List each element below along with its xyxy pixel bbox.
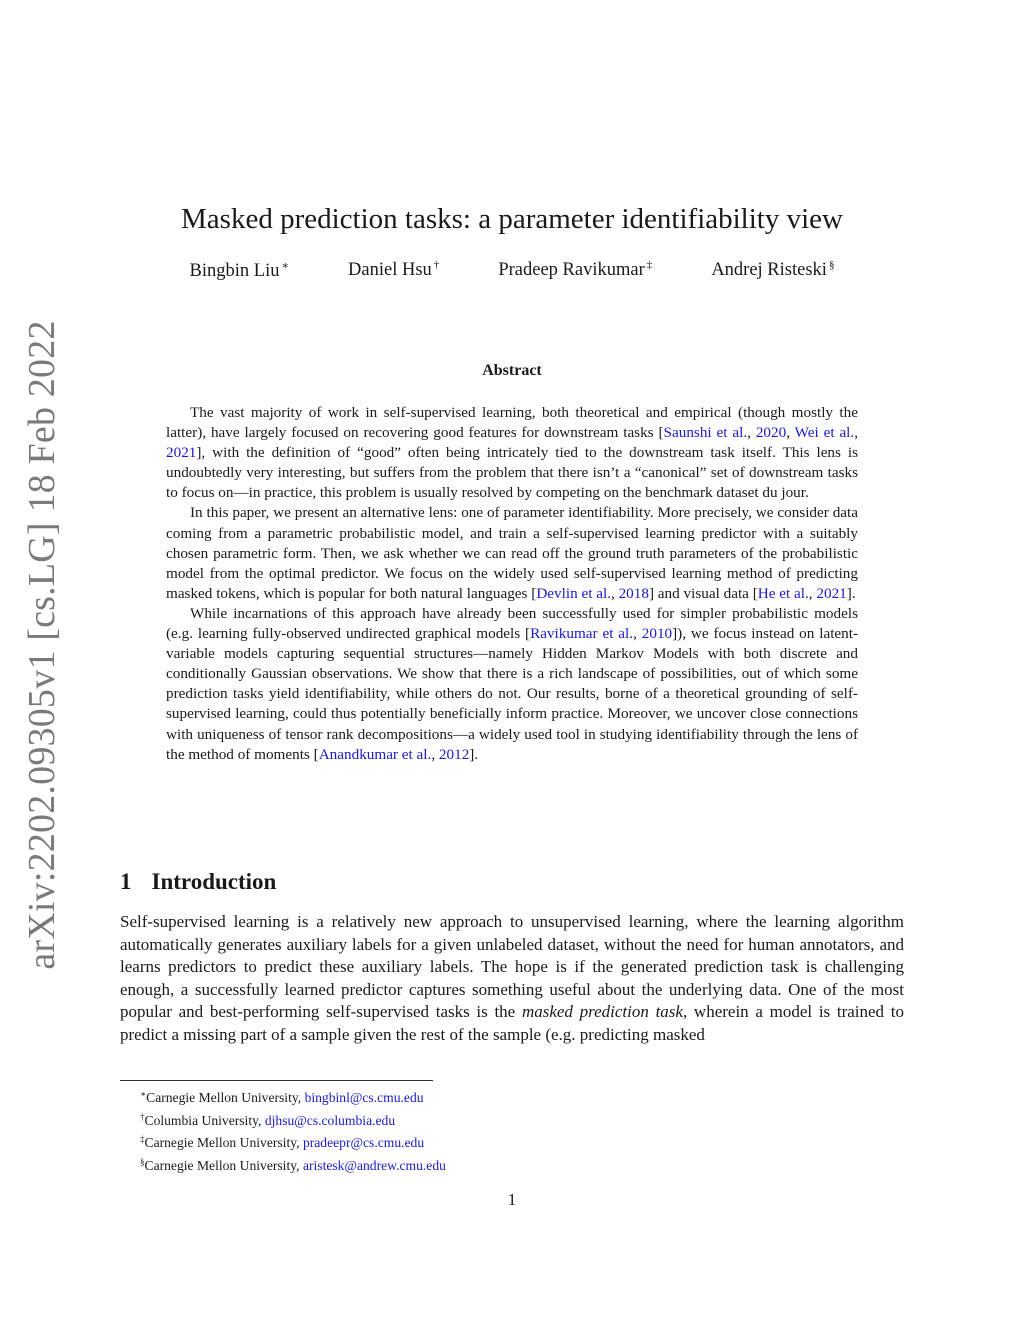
citation-link[interactable]: He et al. (757, 584, 809, 602)
abstract-paragraph: In this paper, we present an alternative lens: one of parameter identifiability. More precisely, we consider data coming from a parametric probabilistic model, and train a self-supervised learning predictor with a suitably chosen parametric form. Then, we ask whether we can read off the ground truth parameters of the probabilistic model from the optimal predictor. We focus on the widely used self-supervised learning method of predicting masked tokens, which is popular for both natural languages [Devlin et al., 2018] and visual data [He et al., 2021]. (166, 504, 858, 602)
citation-link[interactable]: Devlin et al. (536, 584, 611, 602)
citation-link[interactable]: Wei et al. (794, 424, 855, 442)
citation-link[interactable]: 2012 (438, 745, 470, 763)
author: Pradeep Ravikumar ‡ (498, 259, 653, 280)
footnote-marker[interactable]: § (828, 259, 835, 271)
section-title: Introduction (151, 869, 277, 895)
citation-link[interactable]: 2021 (166, 444, 197, 462)
footnotes (140, 1085, 446, 1175)
author-list (160, 259, 864, 282)
abstract-paragraph: The vast majority of work in self-supervised learning, both theoretical and empirical (though mostly the latter), have largely focused on recovering good features for downstream tasks [Saunshi et al., 2020, Wei et al., 2021], with the definition of “good” often being intricately tied to the downstream task itself. This lens is undoubtedly very interesting, but suffers from the problem that there isn’t a “canonical” set of downstream tasks to focus on—in practice, this problem is usually resolved by competing on the benchmark dataset du jour. (166, 404, 858, 502)
citation-link[interactable]: 2020 (755, 424, 787, 442)
footnote-marker[interactable]: ∗ (281, 260, 289, 272)
author: Bingbin Liu ∗ (189, 260, 289, 281)
citation-link[interactable]: Saunshi et al. (663, 424, 748, 442)
abstract-heading: Abstract (482, 362, 542, 379)
author: Daniel Hsu † (348, 259, 440, 280)
emphasized-term: masked prediction task (521, 1002, 683, 1022)
paper-title: Masked prediction tasks: a parameter identifiability view (181, 203, 843, 236)
section-number: 1 (120, 869, 132, 895)
footnote-divider (120, 1080, 433, 1081)
citation-link[interactable]: 2010 (641, 625, 673, 643)
citation-link[interactable]: Ravikumar et al. (530, 625, 634, 643)
footnote: ∗Carnegie Mellon University, bingbinl@cs.cmu.edu (140, 1089, 424, 1105)
footnote: §Carnegie Mellon University, aristesk@andrew.cmu.edu (140, 1156, 446, 1173)
email-link[interactable]: aristesk@andrew.cmu.edu (302, 1157, 446, 1173)
section-heading-introduction (120, 869, 276, 895)
arxiv-identifier-stamp: arXiv:2202.09305v1 [cs.LG] 18 Feb 2022 (21, 320, 63, 970)
abstract-body (166, 403, 858, 765)
body-paragraph: Self-supervised learning is a relatively new approach to unsupervised learning, where the learning algorithm automatically generates auxiliary labels for a given unlabeled dataset, without the need for human annotators, and learns predictors to predict these auxiliary labels. The hope is if the generated prediction task is challenging enough, a successfully learned predictor captures something useful about the underlying data. One of the most popular and best-performing self-supervised tasks is the masked prediction task, wherein a model is trained to predict a missing part of a sample given the rest of the sample (e.g. predicting masked (120, 912, 904, 1044)
introduction-body (120, 911, 904, 1047)
citation-link[interactable]: 2021 (816, 584, 847, 602)
footnote-marker[interactable]: ‡ (646, 259, 653, 271)
page-number: 1 (507, 1190, 517, 1209)
footnote: ‡Carnegie Mellon University, pradeepr@cs.cmu.edu (140, 1134, 425, 1151)
email-link[interactable]: bingbinl@cs.cmu.edu (304, 1090, 424, 1105)
citation-link[interactable]: 2018 (618, 584, 649, 602)
author: Andrej Risteski § (711, 259, 835, 280)
email-link[interactable]: pradeepr@cs.cmu.edu (302, 1135, 425, 1151)
abstract-paragraph: While incarnations of this approach have already been successfully used for simpler probabilistic models (e.g. learning fully-observed undirected graphical models [Ravikumar et al., 2010]), we focus instead on latent-variable models capturing sequential structures—namely Hidden Markov Models with both discrete and conditionally Gaussian observations. We show that there is a rich landscape of possibilities, out of which some prediction tasks yield identifiability, while others do not. Our results, borne of a theoretical grounding of self-supervised learning, could thus potentially beneficially inform practice. Moreover, we uncover close connections with uniqueness of tensor rank decompositions—a widely used tool in studying identifiability through the lens of the method of moments [Anandkumar et al., 2012]. (166, 604, 859, 763)
citation-link[interactable]: Anandkumar et al. (318, 745, 432, 763)
footnote: †Columbia University, djhsu@cs.columbia.edu (140, 1111, 396, 1128)
footnote-marker[interactable]: † (433, 259, 440, 271)
email-link[interactable]: djhsu@cs.columbia.edu (264, 1112, 396, 1128)
